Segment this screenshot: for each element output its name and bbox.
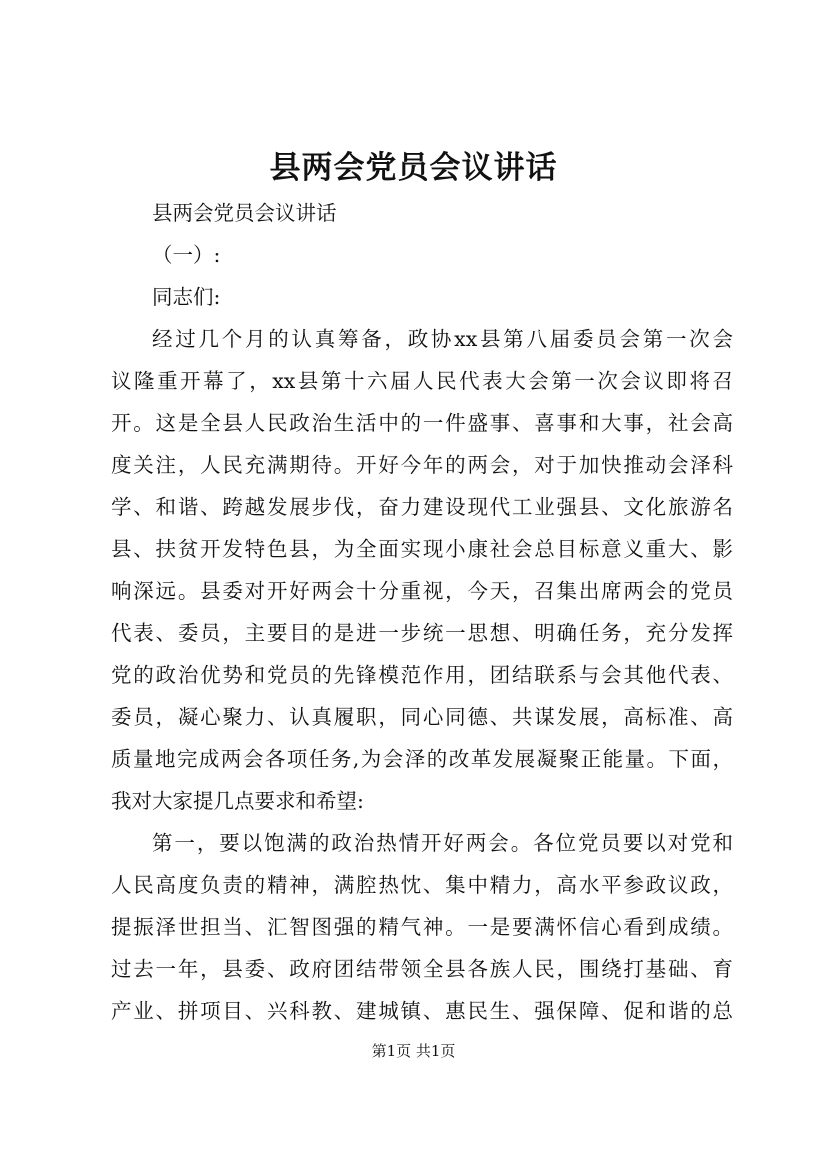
- paragraph-1-line: 议隆重开幕了，xx县第十六届人民代表大会第一次会议即将召: [111, 369, 733, 393]
- page-number-footer: 第1页 共1页: [371, 1042, 456, 1060]
- paragraph-1-line: 度关注，人民充满期待。开好今年的两会，对于加快推动会泽科: [111, 453, 733, 477]
- paragraph-1-line: 经过几个月的认真筹备，政协xx县第八届委员会第一次会: [152, 327, 733, 351]
- paragraph-1-line: 代表、委员，主要目的是进一步统一思想、明确任务，充分发挥: [111, 621, 733, 645]
- paragraph-2-line: 过去一年，县委、政府团结带领全县各族人民，围绕打基础、育: [111, 957, 733, 981]
- paragraph-1-line: 响深远。县委对开好两会十分重视，今天，召集出席两会的党员: [111, 579, 733, 603]
- paragraph-1-line: 开。这是全县人民政治生活中的一件盛事、喜事和大事，社会高: [111, 411, 733, 435]
- document-subtitle: 县两会党员会议讲话: [152, 201, 337, 225]
- paragraph-2-line: 提振泽世担当、汇智图强的精气神。一是要满怀信心看到成绩。: [111, 915, 733, 939]
- paragraph-1-line: 县、扶贫开发特色县，为全面实现小康社会总目标意义重大、影: [111, 537, 733, 561]
- paragraph-2-line: 产业、拼项目、兴科教、建城镇、惠民生、强保障、促和谐的总: [111, 999, 733, 1023]
- document-title: 县两会党员会议讲话: [269, 150, 558, 186]
- paragraph-1-line: 质量地完成两会各项任务,为会泽的改革发展凝聚正能量。下面，: [111, 747, 733, 771]
- paragraph-2-line: 人民高度负责的精神，满腔热忱、集中精力，高水平参政议政，: [111, 873, 733, 897]
- section-marker: （一）:: [152, 243, 221, 267]
- paragraph-1-line: 学、和谐、跨越发展步伐，奋力建设现代工业强县、文化旅游名: [111, 495, 733, 519]
- paragraph-1-line: 委员，凝心聚力、认真履职，同心同德、共谋发展，高标准、高: [111, 705, 733, 729]
- paragraph-1-line: 我对大家提几点要求和希望:: [111, 789, 364, 813]
- paragraph-1-line: 党的政治优势和党员的先锋模范作用，团结联系与会其他代表、: [111, 663, 733, 687]
- paragraph-2-line: 第一，要以饱满的政治热情开好两会。各位党员要以对党和: [152, 831, 733, 855]
- salutation: 同志们:: [152, 285, 221, 309]
